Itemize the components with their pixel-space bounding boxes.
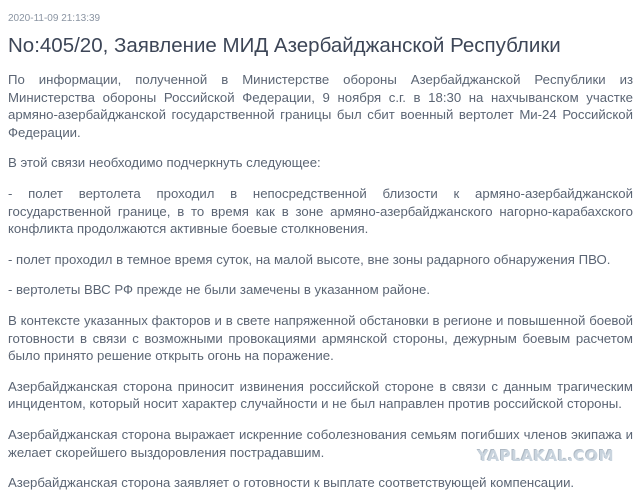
article-body (8, 71, 633, 491)
paragraph-decision: В контексте указанных факторов и в свете напряженной обстановки в регионе и повышенной боевой готовности в связи с возможными провокациями армянской стороны, дежурным боевым расчетом было принято решение открыть огонь на поражение. (8, 312, 633, 364)
article-date: 2020-11-09 21:13:39 (8, 13, 101, 24)
site-watermark: YAPLAKAL.COM (477, 447, 614, 465)
paragraph-compensation: Азербайджанская сторона заявляет о готовности к выплате соответствующей компенсации. (8, 475, 575, 491)
paragraph-point-border: - полет вертолета проходил в непосредственной близости к армяно-азербайджанской государственной границе, в то время как в зоне армяно-азербайджанского нагорно-карабахского конфликта продолжаются активные боевые столкновения. (8, 185, 633, 237)
paragraph-point-area: - вертолеты ВВС РФ прежде не были замечены в указанном районе. (8, 282, 431, 298)
paragraph-emphasis: В этой связи необходимо подчеркнуть следующее: (8, 155, 321, 171)
paragraph-point-night: - полет проходил в темное время суток, на малой высоте, вне зоны радарного обнаружения ПВО. (8, 251, 611, 267)
article-title: No:405/20, Заявление МИД Азербайджанской Республики (8, 34, 561, 57)
paragraph-apology: Азербайджанская сторона приносит извинения российской стороне в связи с данным трагическим инцидентом, который носит характер случайности и не был направлен против российской стороны. (8, 378, 633, 412)
paragraph-condolences: Азербайджанская сторона выражает искренние соболезнования семьям погибших членов экипажа и желает скорейшего выздоровления пострадавшим. (8, 426, 633, 460)
paragraph-intro: По информации, полученной в Министерстве обороны Азербайджанской Республики из Министерства обороны Российской Федерации, 9 ноября с.г. в 18:30 на нахчыванском участке армяно-азербайджанской государственной границы был сбит военный вертолет Ми-24 Российской Федерации. (8, 72, 633, 140)
